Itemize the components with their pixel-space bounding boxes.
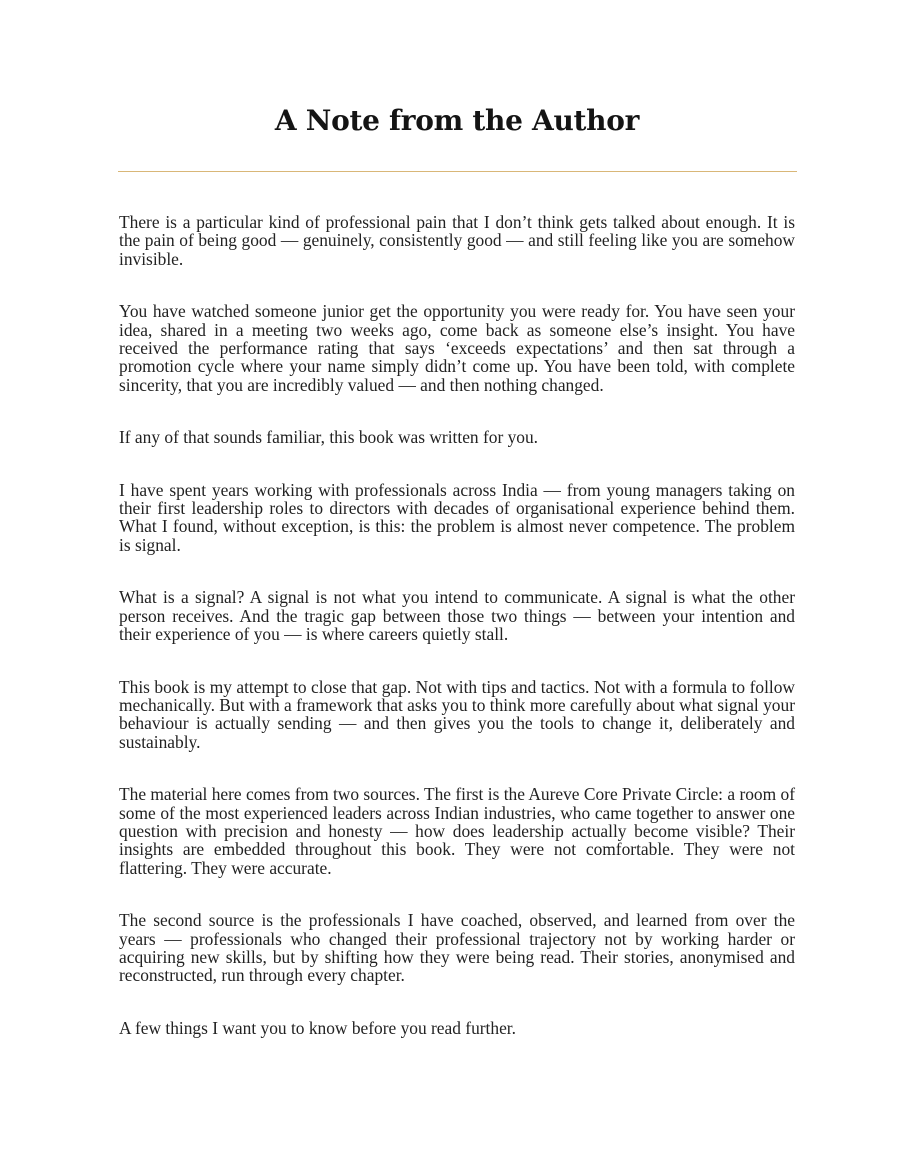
paragraph-8: The second source is the professionals I have coached, observed, and learned from over the years — professionals who changed their professional trajectory not by working harder or acquiring new skills, but by shifting how they were being read. Their stories, anonymised and reconstructed, run through every chapter. (119, 910, 795, 986)
paragraph-1: There is a particular kind of professional pain that I don’t think gets talked about enough. It is the pain of being good — genuinely, consistently good — and still feeling like you are somehow invisible. (119, 212, 795, 269)
paragraph-7: The material here comes from two sources. The first is the Aureve Core Private Circle: a room of some of the most experienced leaders across Indian industries, who came together to answer one question with precision and honesty — how does leadership actually become visible? Their insights are embedded throughout this book. They were not comfortable. They were not flattering. They were accurate. (119, 784, 795, 878)
paragraph-5: What is a signal? A signal is not what you intend to communicate. A signal is what the other person receives. And the tragic gap between those two things — between your intention and their experience of you — is where careers quietly stall. (119, 587, 795, 645)
paragraph-6: This book is my attempt to close that gap. Not with tips and tactics. Not with a formula to follow mechanically. But with a framework that asks you to think more carefully about what signal your behaviour is actually sending — and then gives you the tools to change it, deliberately and sustainably. (119, 676, 795, 752)
paragraph-2: You have watched someone junior get the opportunity you were ready for. You have seen your idea, shared in a meeting two weeks ago, come back as someone else’s insight. You have received the performance rating that says ‘exceeds expectations’ and then sat through a promotion cycle where your name simply didn’t come up. You have been told, with complete sincerity, that you are incredibly valued — and then nothing changed. (119, 301, 795, 395)
paragraph-4: I have spent years working with professionals across India — from young managers taking on their first leadership roles to directors with decades of organisational experience behind them. What I found, without exception, is this: the problem is almost never competence. The problem is signal. (119, 479, 795, 555)
paragraph-3: If any of that sounds familiar, this book was written for you. (119, 427, 539, 448)
title-divider (118, 171, 797, 172)
page-title: A Note from the Author (274, 104, 640, 137)
body-text (119, 213, 795, 1071)
paragraph-9: A few things I want you to know before you read further. (119, 1017, 516, 1038)
